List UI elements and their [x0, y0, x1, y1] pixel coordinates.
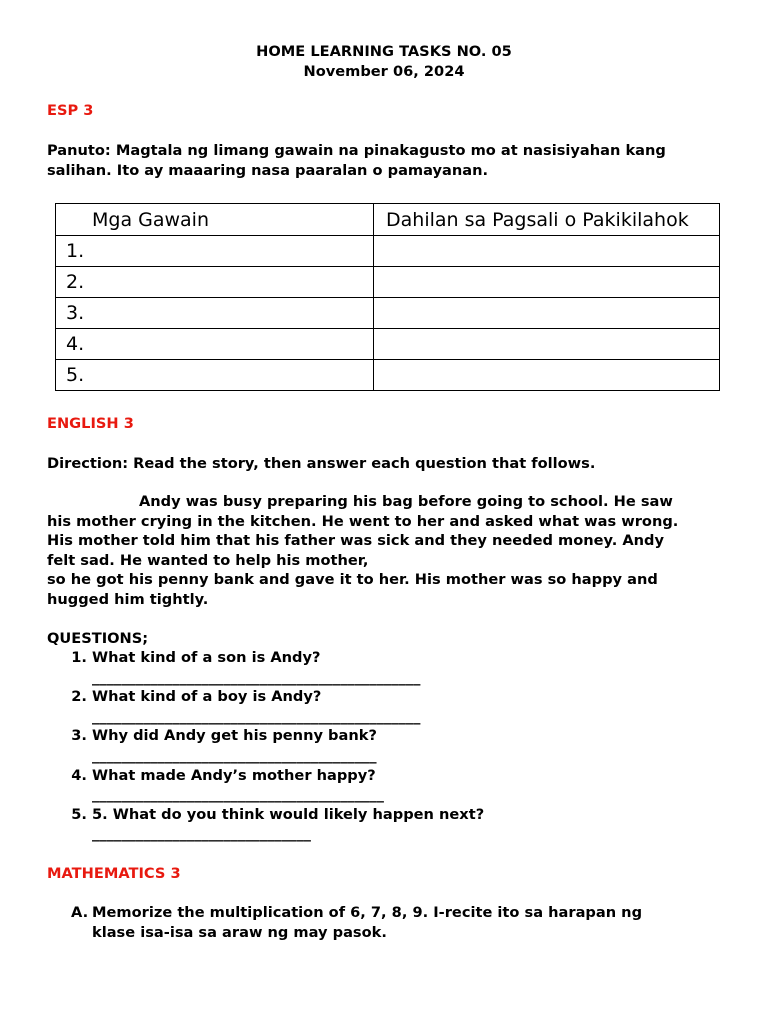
questions-list — [47, 648, 742, 844]
reason-cell — [374, 236, 720, 267]
row-number: 3. — [56, 298, 374, 329]
row-number: 2. — [56, 267, 374, 298]
item-marker: A. — [71, 904, 89, 921]
list-item — [92, 805, 742, 844]
column-header-reason: Dahilan sa Pagsali o Pakikilahok — [374, 204, 720, 236]
list-item — [92, 766, 742, 805]
answer-line: ________________________________________ — [92, 786, 384, 804]
list-item — [92, 687, 742, 726]
story-line: hugged him tightly. — [47, 590, 209, 608]
reason-cell — [374, 298, 720, 329]
activities-table — [55, 203, 720, 391]
story-line: his mother crying in the kitchen. He went to her and asked what was wrong. — [47, 512, 679, 530]
math-item-line: klase isa-isa sa araw ng may pasok. — [92, 923, 387, 941]
table-row — [56, 329, 720, 360]
table-header-row — [56, 204, 720, 236]
english-heading: ENGLISH 3 — [47, 415, 134, 432]
story-paragraph — [47, 492, 737, 610]
esp-instruction-line: Panuto: Magtala ng limang gawain na pinakagusto mo at nasisiyahan kang — [47, 142, 666, 159]
answer-line: _____________________________________________ — [92, 668, 421, 686]
document-header — [0, 42, 768, 81]
document-title: HOME LEARNING TASKS NO. 05 — [256, 43, 512, 60]
reason-cell — [374, 329, 720, 360]
table-row — [56, 236, 720, 267]
story-line: His mother told him that his father was sick and they needed money. Andy — [47, 532, 664, 550]
math-heading: MATHEMATICS 3 — [47, 865, 181, 882]
table-row — [56, 298, 720, 329]
row-number: 1. — [56, 236, 374, 267]
english-direction: Direction: Read the story, then answer each question that follows. — [47, 455, 596, 472]
answer-line: ______________________________ — [92, 825, 311, 843]
table-row — [56, 360, 720, 391]
list-item — [92, 726, 742, 765]
questions-heading: QUESTIONS; — [47, 630, 149, 647]
esp-instruction-line: salihan. Ito ay maaaring nasa paaralan o pamayanan. — [47, 161, 489, 179]
reason-cell — [374, 360, 720, 391]
answer-line: _______________________________________ — [92, 746, 377, 764]
story-line: Andy was busy preparing his bag before going to school. He saw — [139, 493, 673, 510]
esp-instruction — [47, 141, 737, 180]
esp-heading: ESP 3 — [47, 102, 94, 119]
question-text: What made Andy’s mother happy? — [92, 766, 376, 784]
question-text: Why did Andy get his penny bank? — [92, 727, 377, 745]
reason-cell — [374, 267, 720, 298]
story-line: felt sad. He wanted to help his mother, — [47, 551, 369, 569]
column-header-activities: Mga Gawain — [56, 204, 374, 236]
answer-line: _____________________________________________ — [92, 707, 421, 725]
question-text: 5. What do you think would likely happen next? — [92, 805, 485, 823]
question-text: What kind of a son is Andy? — [92, 649, 321, 666]
table-row — [56, 267, 720, 298]
list-item — [92, 648, 742, 687]
math-item-line: Memorize the multiplication of 6, 7, 8, 9. I-recite ito sa harapan ng — [92, 904, 643, 921]
question-text: What kind of a boy is Andy? — [92, 688, 322, 706]
story-line: so he got his penny bank and gave it to her. His mother was so happy and — [47, 571, 658, 589]
document-date: November 06, 2024 — [303, 62, 465, 80]
row-number: 4. — [56, 329, 374, 360]
row-number: 5. — [56, 360, 374, 391]
math-item-a — [71, 903, 731, 942]
